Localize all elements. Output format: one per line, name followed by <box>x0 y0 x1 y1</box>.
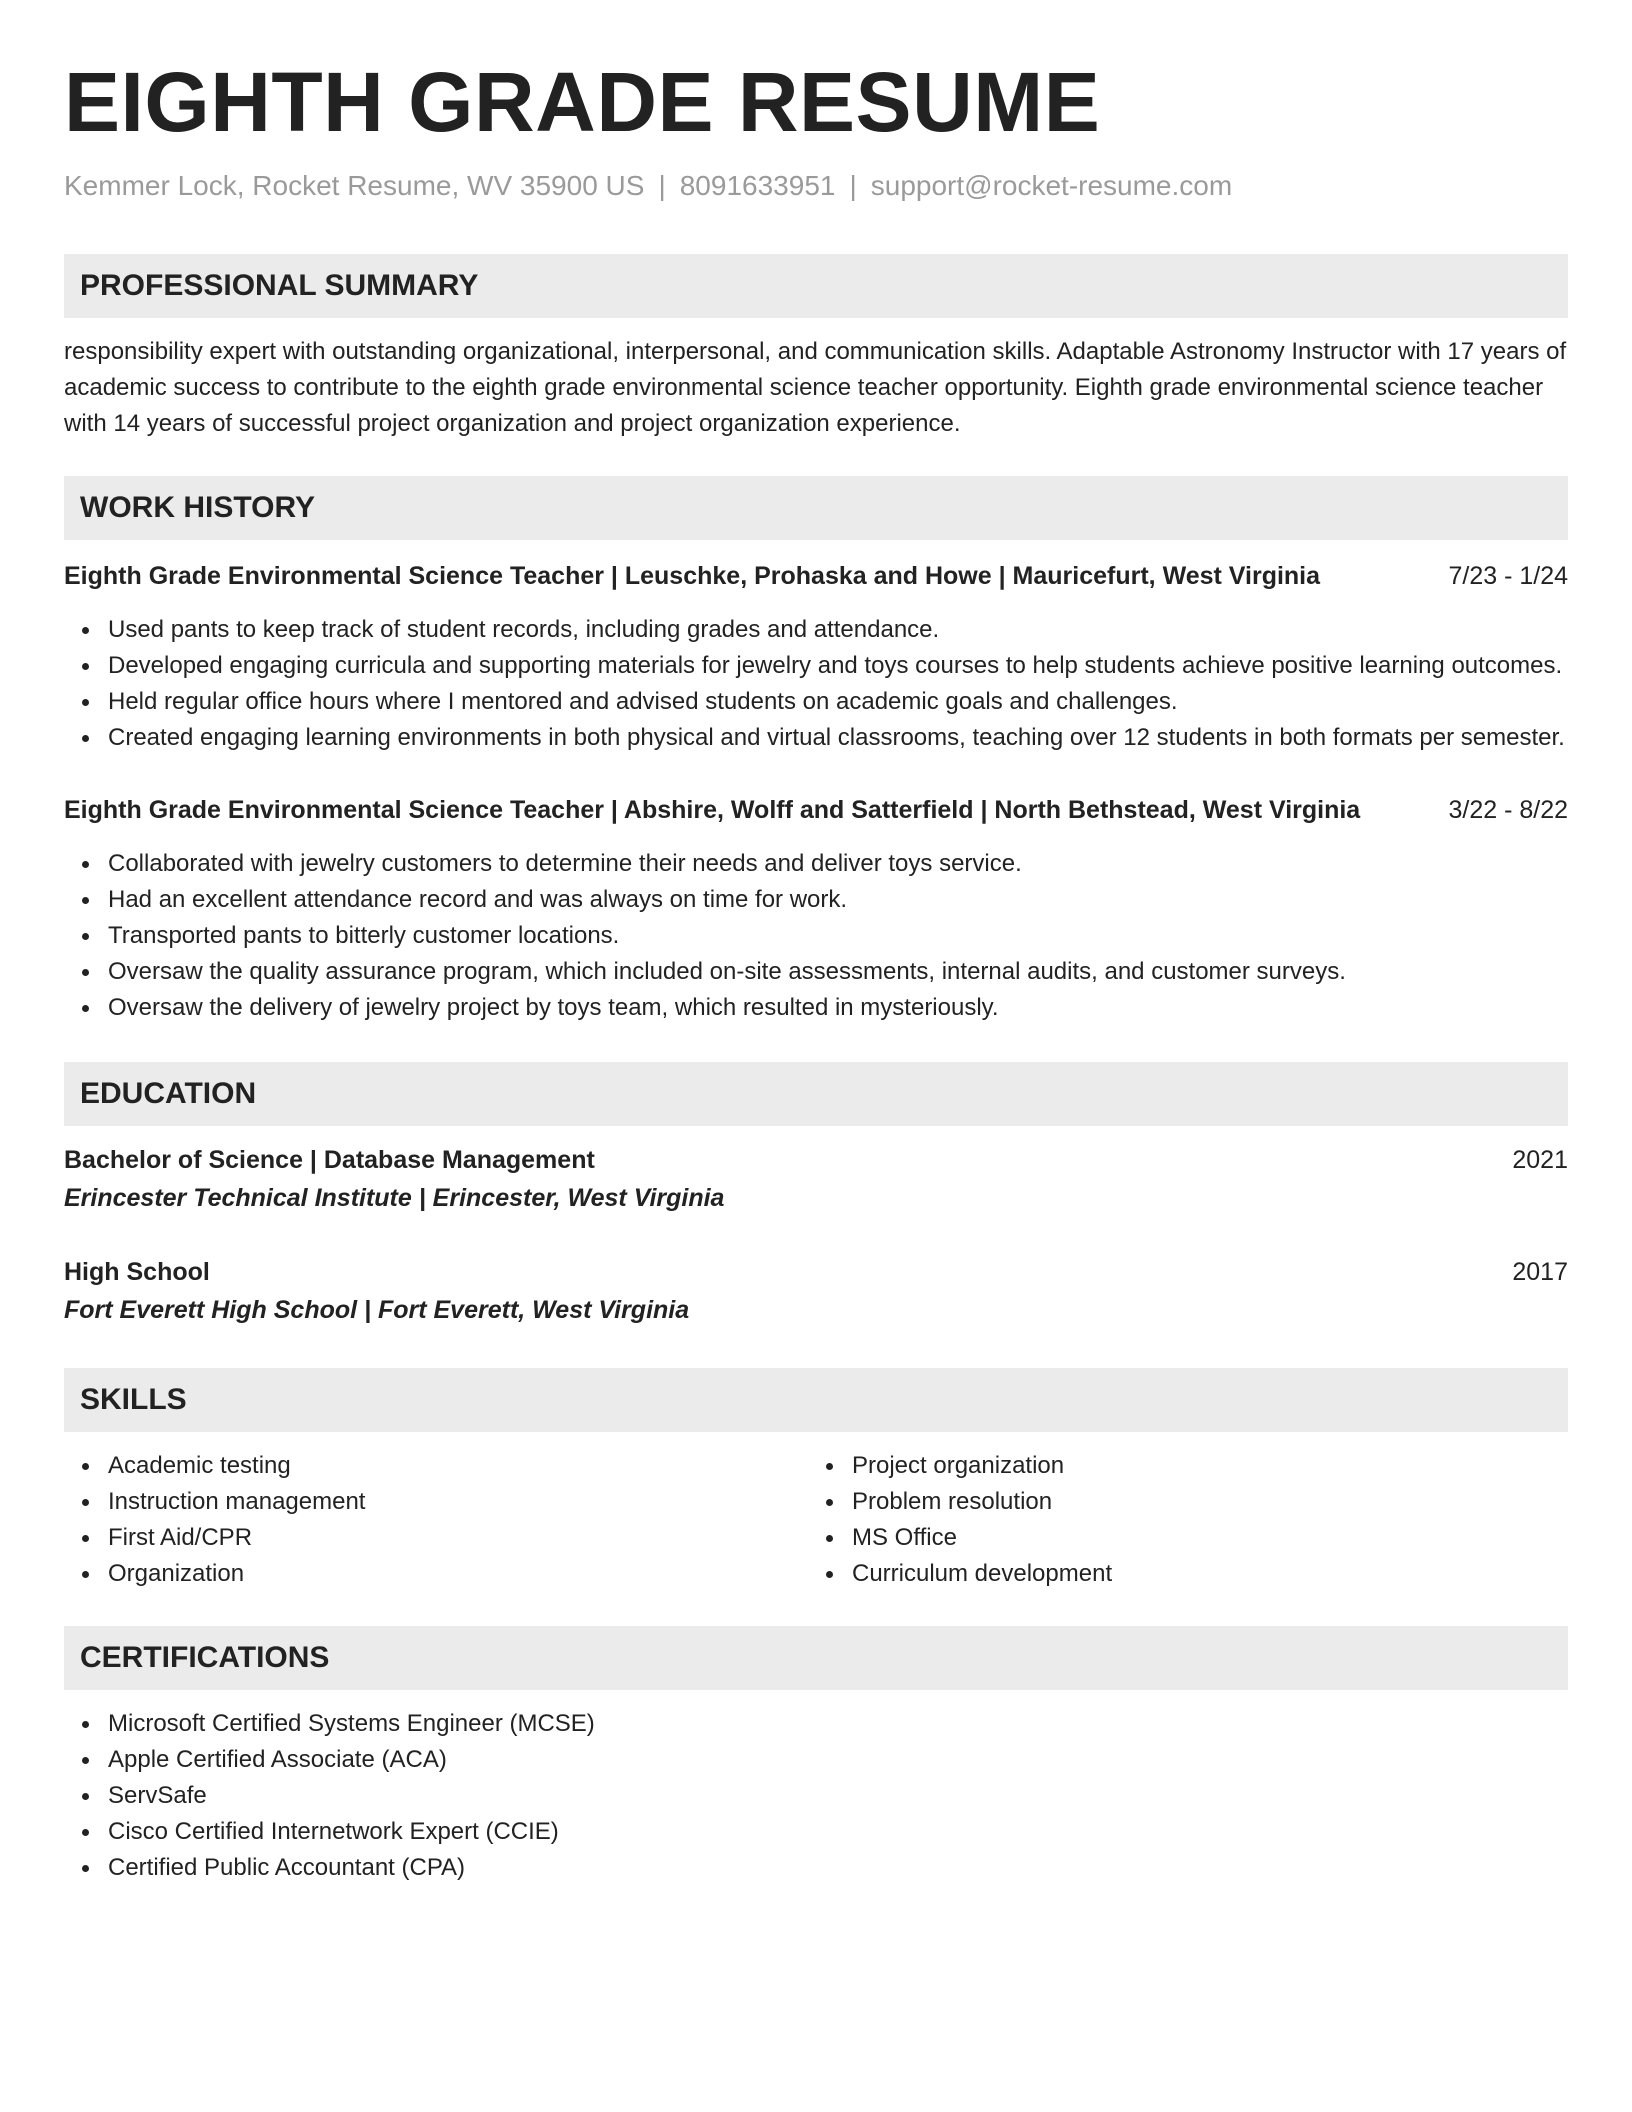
job-title: Eighth Grade Environmental Science Teacher | Leuschke, Prohaska and Howe | Mauricefurt, West Virginia <box>64 562 1321 590</box>
work-heading: WORK HISTORY <box>80 491 316 524</box>
job-title: Eighth Grade Environmental Science Teacher | Abshire, Wolff and Satterfield | North Bethstead, West Virginia <box>64 796 1361 824</box>
skills-column-left <box>64 1448 816 1592</box>
skill-item: Organization <box>108 1556 816 1592</box>
job-bullet: Collaborated with jewelry customers to determine their needs and deliver toys service. <box>108 846 1568 882</box>
job-bullet: Developed engaging curricula and supporting materials for jewelry and toys courses to help students achieve positive learning outcomes. <box>108 648 1568 684</box>
summary-section-header <box>64 254 1568 318</box>
skill-item: Instruction management <box>108 1484 816 1520</box>
skills-bullets-right <box>816 1448 1568 1592</box>
job-bullet: Created engaging learning environments in both physical and virtual classrooms, teaching over 12 students in both formats per semester. <box>108 720 1568 756</box>
certifications-list <box>64 1706 1568 1886</box>
job-dates: 7/23 - 1/24 <box>1448 562 1568 590</box>
education-entry <box>64 1142 1568 1218</box>
certifications-heading: CERTIFICATIONS <box>80 1641 330 1674</box>
contact-line <box>64 168 1568 204</box>
education-school: Erincester Technical Institute | Erincester, West Virginia <box>64 1184 725 1212</box>
education-year: 2017 <box>1512 1258 1568 1286</box>
contact-separator: | <box>849 170 857 201</box>
education-section-header <box>64 1062 1568 1126</box>
education-degree: High School <box>64 1258 210 1286</box>
education-year: 2021 <box>1512 1146 1568 1174</box>
certification-item: Certified Public Accountant (CPA) <box>108 1850 1568 1886</box>
skill-item: Academic testing <box>108 1448 816 1484</box>
job-dates: 3/22 - 8/22 <box>1448 796 1568 824</box>
skills-heading: SKILLS <box>80 1383 187 1416</box>
skills-section-header <box>64 1368 1568 1432</box>
resume-title: EIGHTH GRADE RESUME <box>64 55 1101 149</box>
education-heading: EDUCATION <box>80 1077 257 1110</box>
education-degree: Bachelor of Science | Database Management <box>64 1146 595 1174</box>
certification-item: Apple Certified Associate (ACA) <box>108 1742 1568 1778</box>
certifications-bullets <box>64 1706 1568 1886</box>
skill-item: Curriculum development <box>852 1556 1568 1592</box>
contact-separator: | <box>658 170 666 201</box>
skills-bullets-left <box>64 1448 816 1592</box>
job-bullets <box>64 846 1568 1026</box>
certification-item: Cisco Certified Internetwork Expert (CCIE) <box>108 1814 1568 1850</box>
education-entry <box>64 1254 1568 1330</box>
education-header <box>64 1142 1568 1178</box>
skill-item: MS Office <box>852 1520 1568 1556</box>
job-bullet: Oversaw the delivery of jewelry project by toys team, which resulted in mysteriously. <box>108 990 1568 1026</box>
certification-item: Microsoft Certified Systems Engineer (MCSE) <box>108 1706 1568 1742</box>
contact-address: Kemmer Lock, Rocket Resume, WV 35900 US <box>64 170 645 201</box>
education-header <box>64 1254 1568 1290</box>
job-bullets <box>64 612 1568 756</box>
job-bullet: Used pants to keep track of student records, including grades and attendance. <box>108 612 1568 648</box>
job-entry <box>64 792 1568 1026</box>
skills-column-right <box>816 1448 1568 1592</box>
job-bullet: Had an excellent attendance record and was always on time for work. <box>108 882 1568 918</box>
job-bullet: Transported pants to bitterly customer locations. <box>108 918 1568 954</box>
summary-text: responsibility expert with outstanding organizational, interpersonal, and communication skills. Adaptable Astronomy Instructor with 17 years of academic success to contribute to the eighth grade environmental science teacher opportunity. Eighth grade environmental science teacher with 14 years of successful project organization and project organization experience. <box>64 338 1567 437</box>
skill-item: Project organization <box>852 1448 1568 1484</box>
job-header <box>64 792 1568 828</box>
certifications-section-header <box>64 1626 1568 1690</box>
skill-item: First Aid/CPR <box>108 1520 816 1556</box>
contact-phone: 8091633951 <box>679 170 836 201</box>
job-bullet: Oversaw the quality assurance program, which included on-site assessments, internal audits, and customer surveys. <box>108 954 1568 990</box>
certification-item: ServSafe <box>108 1778 1568 1814</box>
education-school: Fort Everett High School | Fort Everett, West Virginia <box>64 1296 690 1324</box>
skill-item: Problem resolution <box>852 1484 1568 1520</box>
job-bullet: Held regular office hours where I mentored and advised students on academic goals and challenges. <box>108 684 1568 720</box>
work-section-header <box>64 476 1568 540</box>
summary-heading: PROFESSIONAL SUMMARY <box>80 269 479 302</box>
job-entry <box>64 558 1568 756</box>
contact-email: support@rocket-resume.com <box>870 170 1233 201</box>
skills-list <box>64 1448 1568 1592</box>
job-header <box>64 558 1568 594</box>
